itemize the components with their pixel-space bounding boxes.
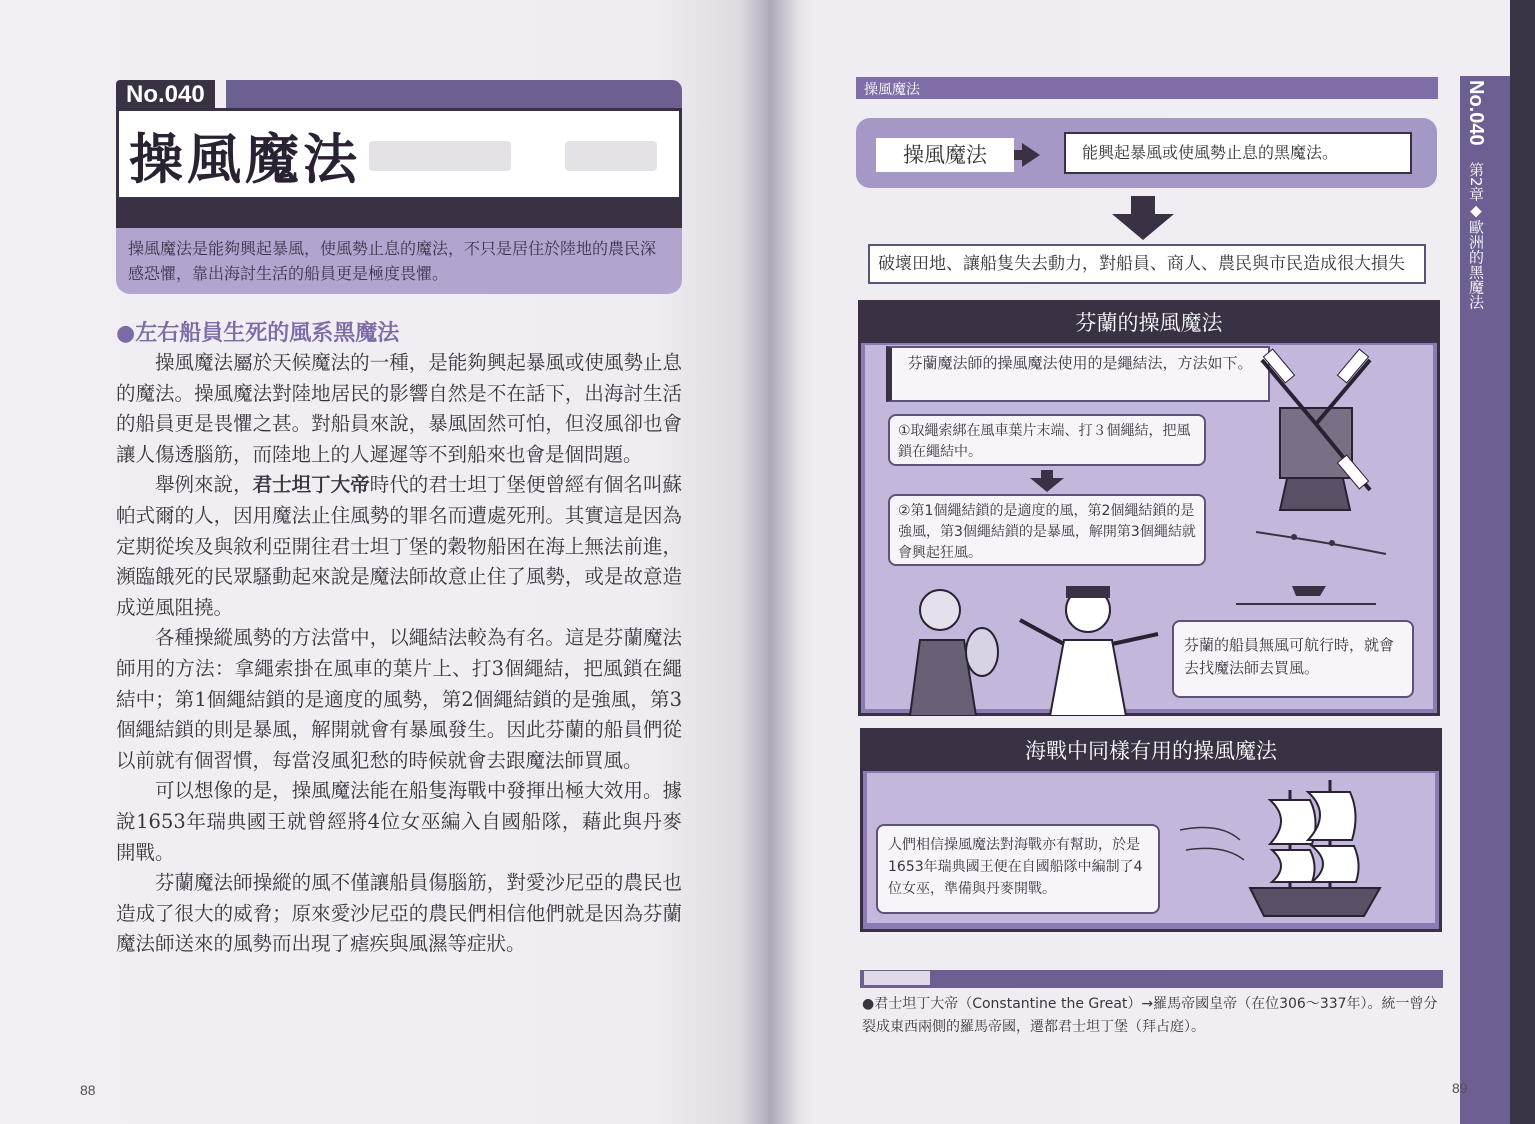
page-number: 89 [1452, 1080, 1468, 1096]
term-label: 操風魔法 [876, 138, 1014, 172]
panel-title: 芬蘭的操風魔法 [861, 303, 1437, 343]
step-two-note: ②第1個繩結鎖的是適度的風，第2個繩結鎖的是強風，第3個繩結鎖的是暴風，解開第3個繩結就會興起狂風。 [888, 494, 1206, 566]
rope-knot-illustration [1236, 524, 1396, 614]
body-text [116, 348, 682, 960]
paragraph: 操風魔法屬於天候魔法的一種，是能夠興起暴風或使風勢止息的魔法。操風魔法對陸地居民的影響自然是不在話下，出海討生活的船員更是畏懼之甚。對船員來說，暴風固然可怕，但沒風卻也會讓人傷透腦筋，而陸地上的人遲遲等不到船來也會是個問題。 [116, 351, 682, 466]
faded-tag [369, 141, 511, 171]
title-underline-strip [116, 198, 682, 228]
header-band [226, 80, 682, 110]
page-number: 88 [80, 1082, 96, 1098]
entry-header [116, 80, 682, 200]
summary-box: 操風魔法是能夠興起暴風，使風勢止息的魔法，不只是居住於陸地的農民深感恐懼，靠出海討生活的船員更是極度畏懼。 [116, 228, 682, 294]
footnote-label-block [864, 971, 930, 985]
book-gutter [740, 0, 800, 1124]
header-strip [856, 77, 1438, 99]
arrow-down-icon [1030, 470, 1064, 492]
arrow-down-icon [1112, 196, 1174, 242]
paragraph: 可以想像的是，操風魔法能在船隻海戰中發揮出極大效用。據說1653年瑞典國王就曾經將4位女巫編入自國船隊，藉此與丹麥開戰。 [116, 779, 682, 864]
header-strip-label: 操風魔法 [864, 82, 920, 98]
paragraph: 芬蘭魔法師操縱的風不僅讓船員傷腦筋，對愛沙尼亞的農民也造成了很大的威脅；原來愛沙尼亞的農民們相信他們就是因為芬蘭魔法師送來的風勢而出現了瘧疾與風濕等症狀。 [116, 871, 682, 956]
entry-number-badge: No.040 [116, 80, 215, 110]
result-text: 破壞田地、讓船隻失去動力，對船員、商人、農民與市民造成很大損失 [868, 244, 1426, 284]
bold-term: 君士坦丁大帝 [252, 473, 370, 497]
step-one-note: ①取繩索綁在風車葉片末端、打３個繩結，把風鎖在繩結中。 [888, 414, 1206, 466]
faded-tag [565, 141, 657, 171]
section-heading: ●左右船員生死的風系黑魔法 [116, 321, 400, 346]
sailing-ship-illustration [1180, 770, 1420, 920]
title-frame [116, 108, 682, 200]
intro-note: 芬蘭魔法師的操風魔法使用的是繩結法，方法如下。 [886, 346, 1270, 402]
footnote: ●君士坦丁大帝（Constantine the Great）→羅馬帝國皇帝（在位306～337年）。統一曾分裂成東西兩側的羅馬帝國，遷都君士坦丁堡（拜占庭）。 [862, 996, 1438, 1035]
paragraph-text: 時代的君士坦丁堡便曾經有個名叫蘇帕式爾的人，因用魔法止住風勢的罪名而遭處死刑。其實這是因為定期從埃及與敘利亞開往君士坦丁堡的穀物船困在海上無法前進，瀕臨餓死的民眾騷動起來說是魔法師故意止住了風勢，或是故意造成逆風阻撓。 [116, 473, 682, 619]
page-edge-tab [1510, 0, 1535, 1124]
side-chapter-label: 第2章◆歐洲的黑魔法 [1467, 161, 1485, 310]
paragraph-text: 舉例來說， [155, 473, 253, 497]
paragraph: 各種操縱風勢的方法當中，以繩結法較為有名。這是芬蘭魔法師用的方法：拿繩索掛在風車的葉片上、打3個繩結，把風鎖在繩結中；第1個繩結鎖的是適度的風勢，第2個繩結鎖的是強風，第3個繩結鎖的則是暴風，解開就會有暴風發生。因此芬蘭的船員們從以前就有個習慣，每當沒風犯愁的時候就會去跟魔法師買風。 [116, 626, 682, 772]
panel-title: 海戰中同樣有用的操風魔法 [863, 731, 1439, 771]
side-tab-content [1462, 80, 1492, 309]
wizard-and-sailor-illustration [900, 580, 1170, 716]
paragraph [116, 470, 682, 623]
windmill-illustration [1240, 340, 1390, 520]
arrow-right-icon [1022, 143, 1040, 167]
definition-text: 能興起暴風或使風勢止息的黑魔法。 [1064, 132, 1412, 174]
speech-bubble: 芬蘭的船員無風可航行時，就會去找魔法師去買風。 [1172, 620, 1414, 698]
page-title: 操風魔法 [129, 128, 361, 191]
side-entry-number: No.040 [1465, 80, 1487, 146]
footnote-header-strip [860, 970, 1443, 988]
naval-note: 人們相信操風魔法對海戰亦有幫助，於是1653年瑞典國王便在自國船隊中編制了4位女巫，準備與丹麥開戰。 [876, 824, 1160, 914]
